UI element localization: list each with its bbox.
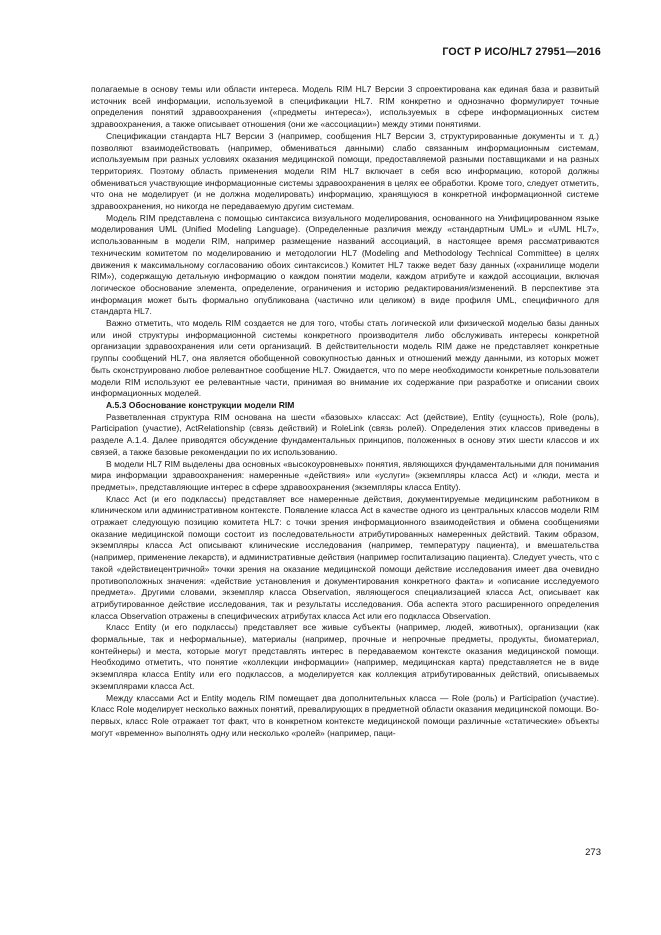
- document-header: ГОСТ Р ИСО/HL7 27951—2016: [442, 46, 601, 58]
- paragraph: Важно отметить, что модель RIM создается не для того, чтобы стать логической или физической моделью базы данных или иной структуры информационной системы конкретного производителя либо обслуживать интересы конкретной организации здравоохранения или сети организаций. В действительности модель RIM даже не представляет конкретные группы сообщений HL7, она является обобщенной совокупностью данных и отношений между данными, из которых может быть сконструировано любое релевантное сообщение HL7. Ожидается, что по мере необходимости конкретные пользователи модели RIM используют ее релевантные части, принимая во внимание их содержание при разработке и описании своих информационных моделей.: [91, 318, 599, 399]
- paragraph: Разветвленная структура RIM основана на шести «базовых» классах: Act (действие), Entity (сущность), Role (роль), Participation (участие), ActRelationship (связь действий) и RoleLink (связь ролей). Определения этих классов приведены в разделе А.1.4. Далее приводятся обсуждение фундаментальных принципов, положенных в основу этих шести классов и их связей, а также базовые рекомендации по их использованию.: [91, 411, 599, 457]
- document-body: [91, 84, 599, 739]
- paragraph: Между классами Act и Entity модель RIM помещает два дополнительных класса — Role (роль) и Participation (участие). Класс Role моделирует несколько важных понятий, превалирующих в предметной области оказания медицинской помощи. Во-первых, класс Role отражает тот факт, что в конкретном контексте медицинской помощи различные «статические» объекты могут «временно» выполнять одну или несколько «ролей» (например, паци-: [91, 692, 599, 738]
- paragraph: Класс Act (и его подклассы) представляет все намеренные действия, документируемые медицинским работником в клиническом или административном контексте. Появление класса Act в качестве одного из центральных классов модели RIM отражает следующую позицию комитета HL7: с точки зрения информационного взаимодействия и обмена сообщениями оказание медицинской помощи состоит из последовательности атрибутированных намеренных действий. Таким образом, экземпляры класса Act описывают клинические исследования (например, температуру пациента), и вмешательства (например, применение лекарств), и административные действия (например госпитализацию пациента). Следует учесть, что с такой «действиецентричной» точки зрения на оказание медицинской помощи действие исследования имеет два очевидно противоположных значения: «действие установления и документирования конкретного факта» и «описание исследуемого предмета». Другими словами, экземпляр класса Observation, являющегося специализацией класса Act, описывает как атрибутированное действие исследования, так и результаты исследования. Оба аспекта этого расширенного определения класса Observation отражены в специфических атрибутах класса Act или его подкласса Observation.: [91, 493, 599, 621]
- section-heading: А.5.3 Обоснование конструкции модели RIM: [106, 399, 295, 410]
- paragraph: полагаемые в основу темы или области интереса. Модель RIM HL7 Версии 3 спроектирована как единая база и развитый источник всей информации, используемой в спецификации HL7. RIM конкретно и однозначно формулирует точные определения понятий здравоохранения («предметы интереса»), используемых в сфере информационных систем здравоохранения, а также описывает отношения (они же «ассоциации») между этими понятиями.: [91, 84, 599, 130]
- paragraph: Модель RIM представлена с помощью синтаксиса визуального моделирования, основанного на Унифицированном языке моделирования UML (Unified Modeling Language). (Определенные различия между «стандартным UML» и «UML HL7», использованным в модели RIM, например размещение названий ассоциаций, в настоящее время рассматриваются техническим комитетом по моделированию и методологии HL7 (Modeling and Methodology Technical Committee) в целях движения к максимальному согласованию обоих синтаксисов.) Комитет HL7 также ведет базу данных («хранилище модели RIM»), содержащую детальную информацию о каждом понятии модели, каждом атрибуте и каждой ассоциации, включая логическое обоснование элемента, определение, ограничения и историю редактирования/изменений. В перспективе эта информация может быть формально опубликована (частично или целиком) в виде профиля UML, специфичного для стандарта HL7.: [91, 212, 599, 317]
- paragraph: В модели HL7 RIM выделены два основных «высокоуровневых» понятия, являющихся фундаментальными для понимания мира информации здравоохранения: намеренные «действия» или «услуги» (экземпляры класса Act) и «люди, места и предметы», представляющие интерес в сфере здравоохранения (экземпляры класса Entity).: [91, 458, 599, 492]
- paragraph: Класс Entity (и его подклассы) представляет все живые субъекты (например, людей, животных), организации (как формальные, так и неформальные), материалы (например, прочные и непрочные предметы, продукты, биоматериал, контейнеры) и места, которые могут представлять интерес в передаваемом контексте оказания медицинской помощи. Необходимо отметить, что понятие «коллекции информации» (например, медицинская карта) представляется не в виде экземпляра класса Entity или его подклассов, а моделируется как коллекция атрибутированных действий, описываемых экземплярами класса Act.: [91, 622, 599, 691]
- paragraph: Спецификации стандарта HL7 Версии 3 (например, сообщения HL7 Версии 3, структурированные документы и т. д.) позволяют взаимодействовать (например, обмениваться данными) слабо связанным информационным системам, используемым при разных условиях оказания медицинской помощи, предоставляемой разными поставщиками и на разных территориях. Поэтому область применения модели RIM HL7 включает в себя всю информацию, которой должны обмениваться участвующие информационные системы здравоохранения в целях ее обработки. Кроме того, следует отметить, что она не моделирует (и не должна моделировать) информацию, хранящуюся в конкретной информационной системе здравоохранения, но никогда не передаваемую другим системам.: [91, 130, 599, 212]
- page-number: 273: [585, 847, 601, 858]
